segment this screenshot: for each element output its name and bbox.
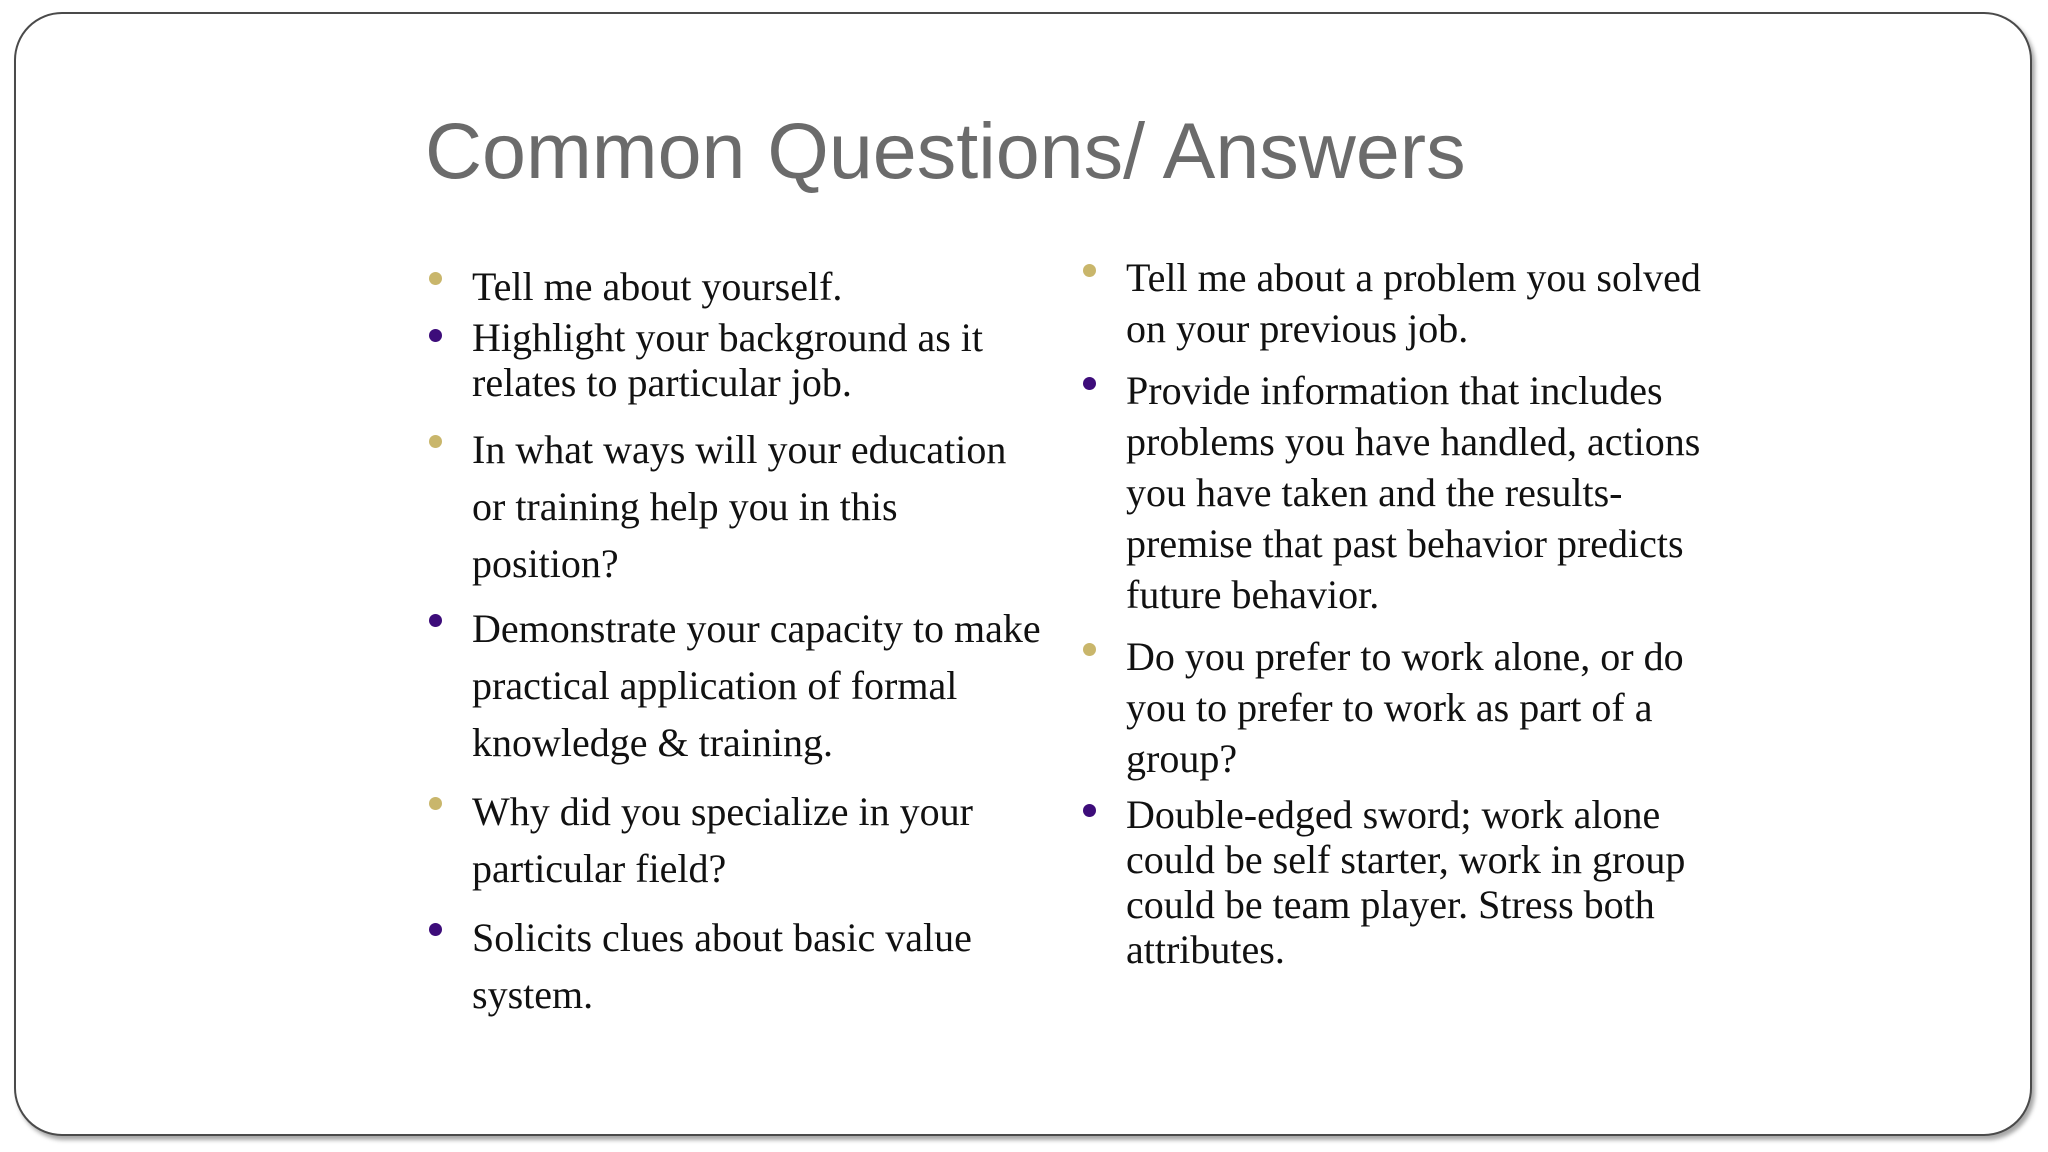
list-item (1080, 792, 1720, 972)
list-item-text: Do you prefer to work alone, or do you to prefer to work as part of a group? (1126, 634, 1684, 781)
bullet-dot-icon (429, 923, 442, 936)
list-item-text: Tell me about a problem you solved on your previous job. (1126, 255, 1701, 351)
list-item-text: Why did you specialize in your particular field? (472, 789, 973, 891)
bullet-dot-icon (429, 329, 442, 342)
slide-title: Common Questions/ Answers (425, 106, 1466, 195)
list-item-text: Highlight your background as it relates to particular job. (472, 315, 984, 405)
bullet-dot-icon (1083, 264, 1096, 277)
left-bullet-list (426, 258, 1046, 1023)
list-item-text: Solicits clues about basic value system. (472, 915, 972, 1017)
bullet-dot-icon (429, 797, 442, 810)
list-item (426, 421, 1046, 592)
bullet-dot-icon (1083, 804, 1096, 817)
list-item (1080, 631, 1720, 784)
bullet-dot-icon (429, 272, 442, 285)
list-item-text: Provide information that includes problems you have handled, actions you have taken and the results- premise that past behavior predicts future behavior. (1126, 368, 1701, 617)
list-item (1080, 365, 1720, 620)
list-item-text: Tell me about yourself. (472, 264, 843, 309)
bullet-dot-icon (1083, 643, 1096, 656)
list-item (1080, 252, 1720, 354)
right-bullet-list (1080, 252, 1720, 972)
list-item (426, 315, 1046, 405)
list-item-text: Double-edged sword; work alone could be self starter, work in group could be team player. Stress both attributes. (1126, 792, 1686, 972)
list-item (426, 258, 1046, 315)
list-item (426, 600, 1046, 771)
list-item (426, 783, 1046, 897)
bullet-dot-icon (429, 435, 442, 448)
list-item-text: In what ways will your education or training help you in this position? (472, 427, 1007, 586)
bullet-dot-icon (429, 614, 442, 627)
list-item (426, 909, 1046, 1023)
list-item-text: Demonstrate your capacity to make practical application of formal knowledge & training. (472, 606, 1041, 765)
bullet-dot-icon (1083, 377, 1096, 390)
